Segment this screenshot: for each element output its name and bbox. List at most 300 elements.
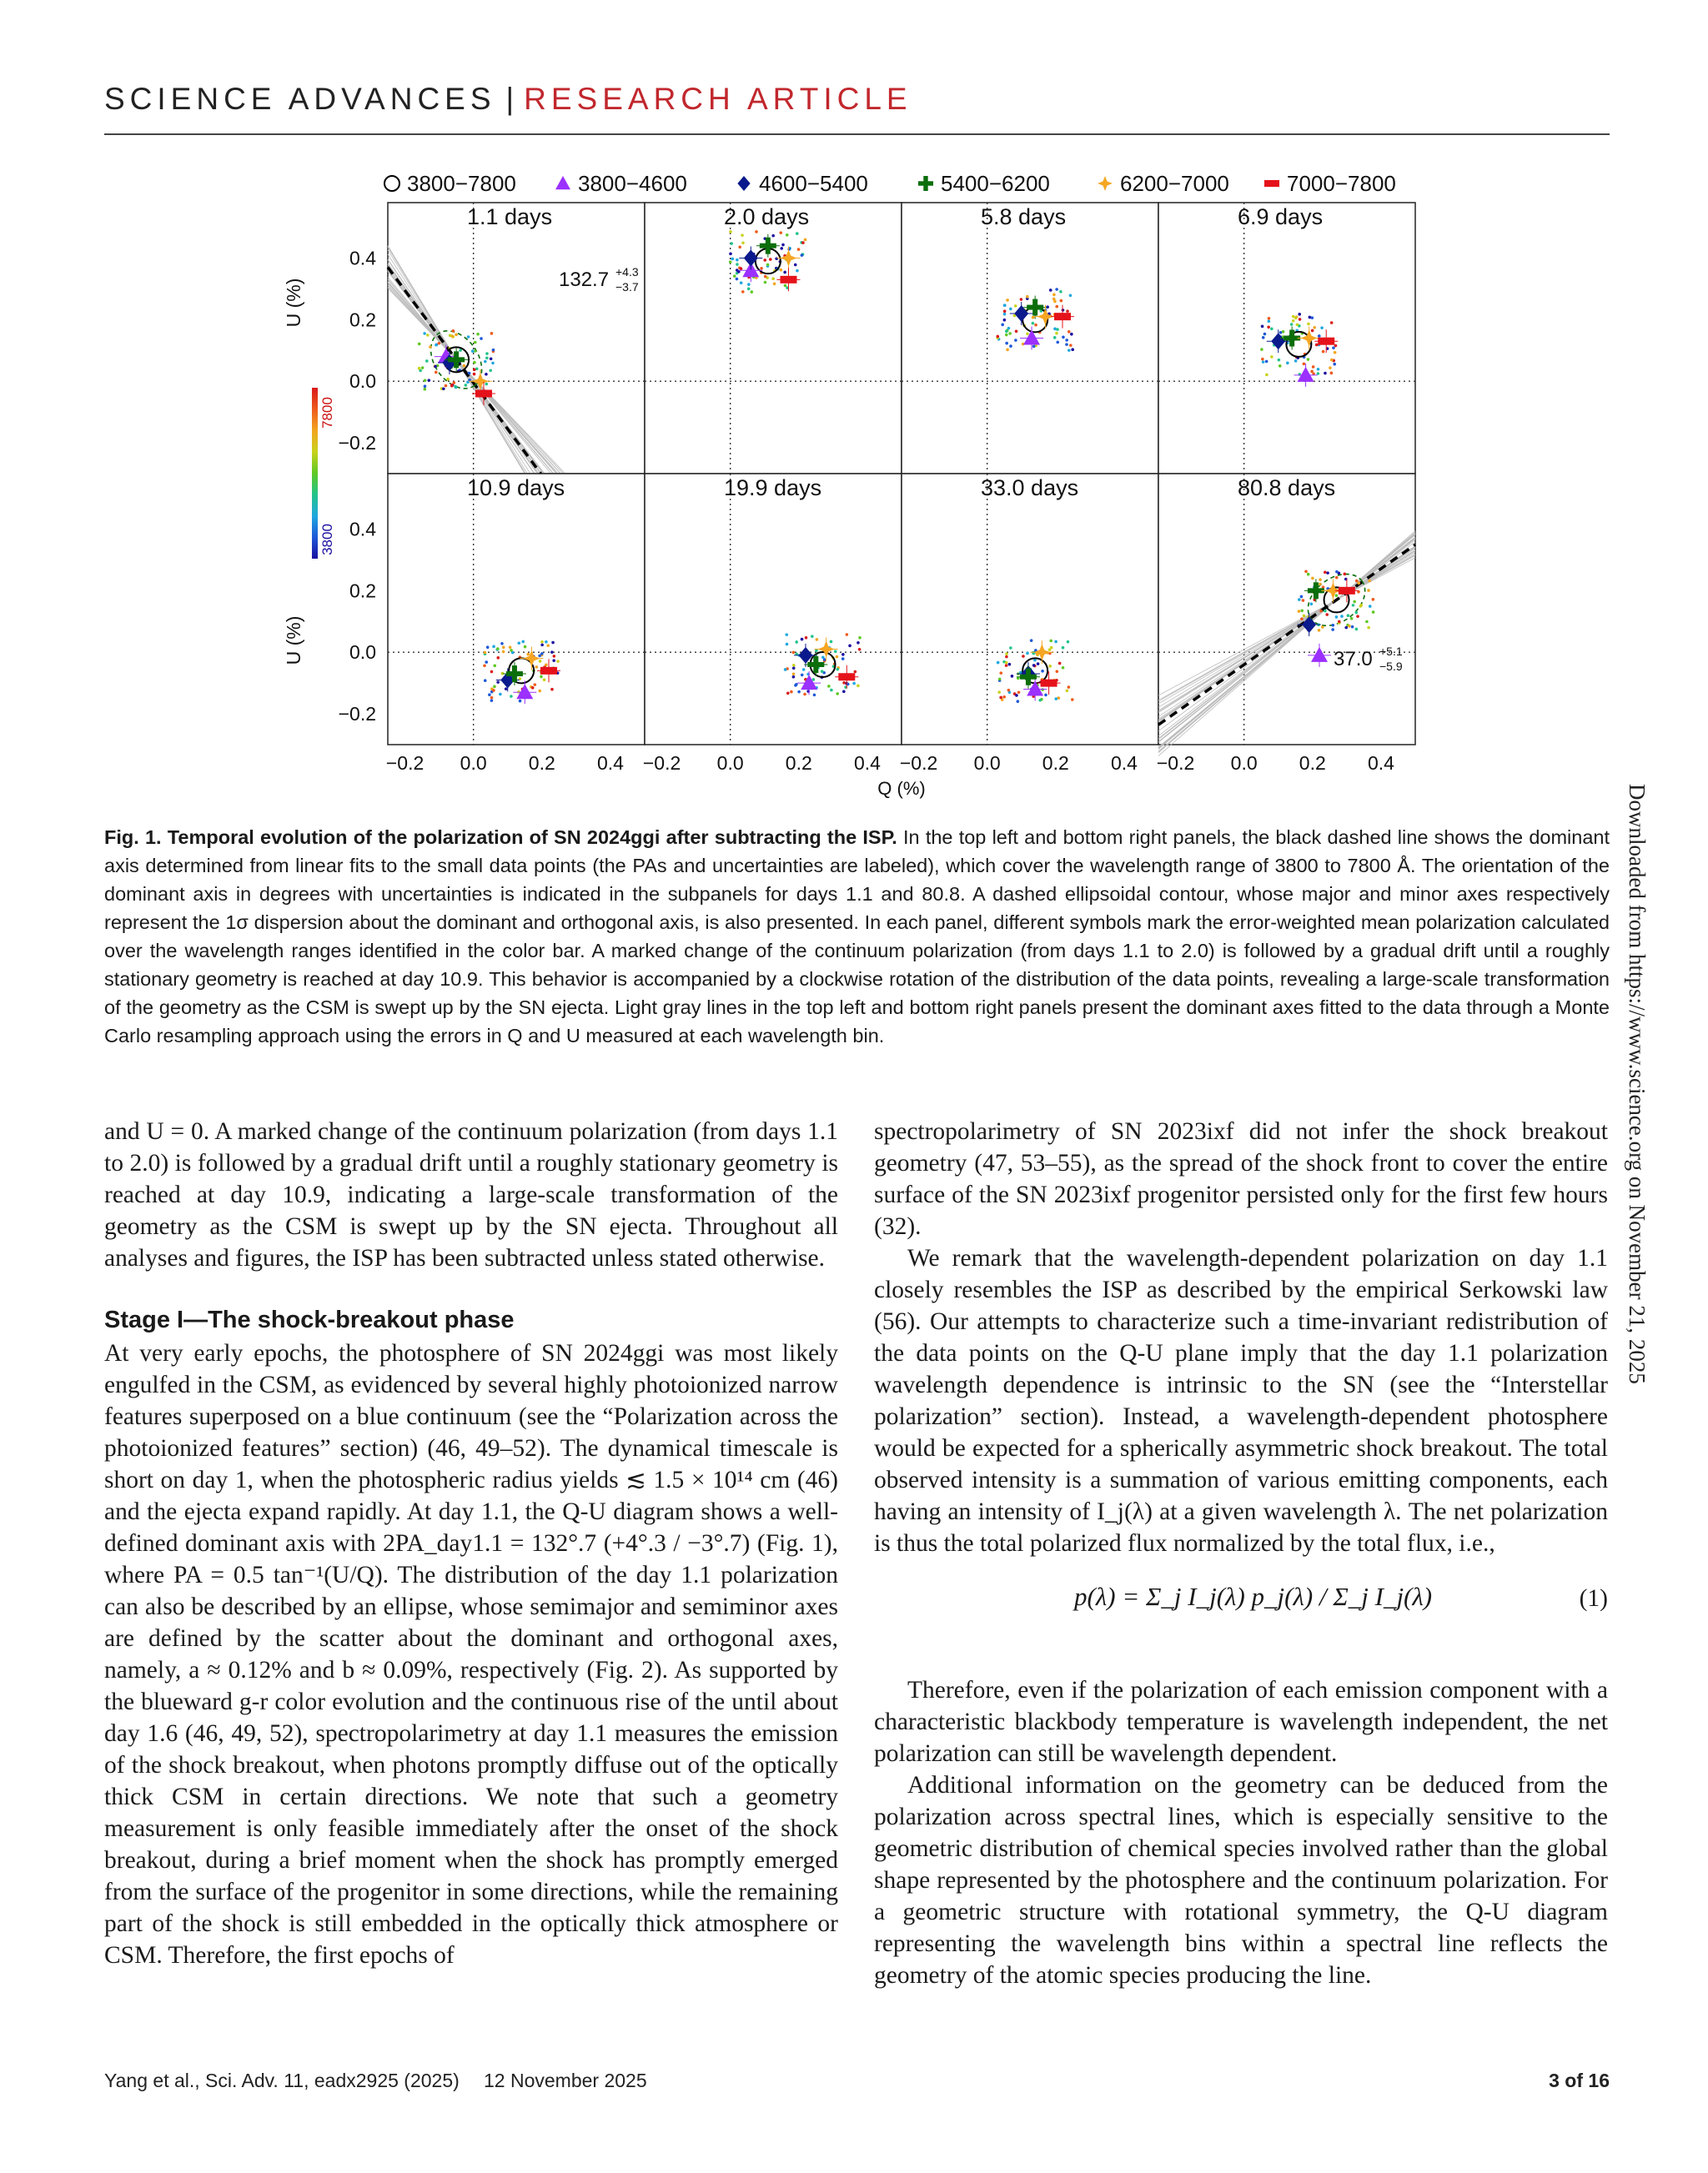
data-point [1344, 573, 1347, 576]
data-point [1009, 308, 1012, 311]
legend-marker [1098, 176, 1113, 191]
data-point [741, 290, 745, 294]
data-point [1026, 652, 1029, 655]
data-point [1332, 346, 1335, 349]
data-point [1335, 576, 1339, 580]
legend-label: 7000−7800 [1287, 171, 1396, 196]
journal-header [104, 82, 1610, 135]
data-point [1344, 626, 1348, 630]
data-point [803, 693, 806, 696]
x-tick-label: 0.0 [973, 752, 1001, 774]
panel-day-label: 33.0 days [981, 475, 1079, 500]
x-tick-label: −0.2 [899, 752, 938, 774]
data-point [1278, 364, 1282, 368]
data-point [792, 666, 796, 670]
data-point [550, 688, 554, 691]
data-point [1005, 334, 1008, 337]
data-point [773, 283, 776, 286]
data-point [1066, 689, 1069, 692]
data-point [1335, 594, 1339, 597]
mean-marker-v [454, 351, 459, 368]
data-point [540, 652, 544, 655]
data-point [454, 385, 457, 389]
data-point [1020, 298, 1023, 301]
data-point [1002, 695, 1006, 699]
data-point [769, 258, 772, 261]
data-point [1319, 610, 1323, 613]
angle-value: 132.7 [559, 268, 610, 291]
mean-marker [1339, 587, 1355, 595]
data-point [490, 696, 494, 700]
data-point [1347, 614, 1350, 617]
data-point [821, 670, 824, 673]
data-point [1066, 309, 1069, 313]
data-point [490, 332, 494, 335]
download-note: Downloaded from https://www.science.org on November 21, 2025 [1625, 784, 1650, 1384]
data-point [1037, 662, 1040, 665]
data-point [786, 643, 789, 646]
data-point [492, 349, 495, 352]
data-point [455, 334, 458, 337]
data-point [841, 657, 845, 660]
data-point [1270, 327, 1273, 330]
data-point [550, 650, 554, 654]
data-point [1299, 318, 1302, 321]
data-point [500, 642, 504, 645]
data-point [1006, 299, 1009, 302]
legend-label: 3800−4600 [578, 171, 687, 196]
data-point [1069, 344, 1073, 347]
data-point [1005, 342, 1008, 345]
data-point [1054, 697, 1057, 700]
data-point [1003, 309, 1007, 313]
data-point [1311, 329, 1314, 333]
data-point [1329, 366, 1332, 369]
data-point [786, 691, 790, 695]
data-point [736, 263, 739, 266]
data-point [1008, 332, 1012, 335]
data-point [1335, 615, 1339, 619]
x-tick-label: −0.2 [1156, 752, 1195, 774]
panel-day-label: 6.9 days [1238, 204, 1324, 229]
data-point [730, 242, 733, 245]
data-point [852, 682, 856, 685]
mean-marker-v [1314, 582, 1319, 599]
data-point [771, 234, 775, 238]
data-point [827, 685, 831, 688]
data-point [733, 274, 736, 278]
data-point [1313, 326, 1316, 329]
panel [1158, 203, 1415, 474]
data-point [485, 356, 489, 359]
data-point [473, 373, 476, 376]
data-point [1279, 331, 1283, 334]
data-point [1296, 323, 1299, 326]
panel [1157, 474, 1415, 774]
data-point [435, 371, 438, 374]
data-point [736, 278, 739, 281]
legend-marker [1264, 180, 1279, 187]
data-point [505, 687, 508, 690]
legend-label: 4600−5400 [759, 171, 868, 196]
angle-upper: +5.1 [1379, 645, 1403, 658]
data-point [490, 670, 494, 674]
data-point [1265, 374, 1268, 377]
data-point [1365, 620, 1369, 624]
data-point [490, 699, 494, 702]
x-tick-label: −0.2 [642, 752, 681, 774]
x-tick-label: −0.2 [385, 752, 424, 774]
data-point [751, 290, 754, 294]
colorbar [312, 388, 318, 559]
data-point [1304, 570, 1308, 573]
paragraph: We remark that the wavelength-dependent polarization on day 1.1 closely resembles the ISP as described by the empirical Serkowski law (56). Our attempts to characterize such a time-invariant redistribution of the data points on the Q-U plane imply that the day 1.1 polarization wavelength dependence is intrinsic to the SN (see the “Interstellar polarization” section). Instead, a wavelength-dependent photosphere would be expected for a spherically asymmetric shock breakout. The total observed intensity is a summation of various emitting components, each having an intensity of I_j(λ) at a given wavelength λ. The net polarization is thus the total polarized flux normalized by the total flux, i.e., [874, 1245, 1608, 1557]
data-point [1053, 300, 1057, 304]
data-point [485, 352, 489, 355]
data-point [1352, 604, 1355, 607]
data-point [492, 645, 495, 649]
data-point [531, 686, 535, 690]
x-tick-label: 0.4 [1367, 752, 1394, 774]
data-point [1265, 360, 1268, 364]
data-point [471, 349, 475, 353]
data-point [424, 379, 427, 382]
panel-frame [388, 203, 645, 474]
data-point [1017, 691, 1021, 695]
data-point [763, 258, 766, 262]
data-point [1317, 368, 1320, 371]
x-tick-label: 0.0 [716, 752, 744, 774]
data-point [445, 384, 448, 388]
page-footer [104, 2070, 1610, 2098]
data-point [1015, 694, 1018, 697]
data-point [526, 653, 530, 656]
data-point [1071, 698, 1074, 701]
data-point [1292, 319, 1295, 323]
data-point [540, 644, 544, 647]
data-point [488, 693, 491, 696]
journal-name: SCIENCE ADVANCES [104, 82, 496, 116]
data-point [764, 281, 767, 284]
data-point [463, 364, 466, 368]
data-point [741, 242, 745, 245]
data-point [468, 372, 471, 375]
data-point [791, 651, 795, 655]
data-point [1263, 333, 1267, 336]
legend-marker [555, 176, 570, 189]
data-point [1068, 349, 1071, 352]
data-point [1007, 327, 1011, 330]
panel [339, 474, 645, 774]
y-tick-label: 0.2 [349, 580, 376, 602]
x-tick-label: 0.4 [853, 752, 881, 774]
figure-caption [104, 823, 1610, 1050]
data-point [1054, 640, 1057, 644]
x-tick-label: 0.2 [1042, 752, 1069, 774]
panel-frame [902, 474, 1158, 745]
data-point [524, 645, 527, 649]
data-point [804, 238, 807, 242]
data-point [493, 665, 496, 668]
data-point [1262, 336, 1265, 339]
data-point [1348, 625, 1351, 628]
data-point [1260, 348, 1263, 351]
data-point [485, 660, 488, 664]
data-point [1334, 344, 1338, 348]
data-point [421, 366, 424, 369]
data-point [802, 668, 806, 671]
data-point [519, 700, 522, 703]
panel-day-label: 2.0 days [724, 204, 810, 229]
data-point [805, 636, 808, 640]
data-point [423, 332, 426, 335]
data-point [780, 247, 783, 250]
data-point [760, 267, 763, 270]
mean-marker [838, 673, 855, 680]
data-point [823, 658, 826, 661]
panel [643, 474, 902, 774]
data-point [811, 635, 814, 638]
data-point [846, 633, 849, 636]
data-point [521, 640, 525, 644]
data-point [857, 685, 860, 688]
article-type: RESEARCH ARTICLE [524, 82, 912, 116]
data-point [1005, 330, 1008, 334]
data-point [1298, 313, 1301, 316]
data-point [552, 659, 555, 662]
data-point [1022, 655, 1025, 658]
data-point [1353, 600, 1356, 604]
data-point [496, 647, 500, 650]
data-point [489, 369, 492, 372]
data-point [499, 693, 502, 696]
data-point [857, 641, 860, 645]
data-point [539, 660, 542, 663]
data-point [540, 640, 544, 644]
data-point [801, 674, 804, 677]
paragraph: At very early epochs, the photosphere of SN 2024ggi was most likely engulfed in the CSM, as evidenced by several highly photoionized narrow features superposed on a blue continuum (see the “Polarization across the photoionized features” section) (46, 49–52). The dynamical timescale is short on day 1, when the photospheric radius yields ≲ 1.5 × 10¹⁴ cm (46) and the ejecta expand rapidly. At day 1.1, the Q-U diagram shows a well-defined dominant axis with 2PA_day1.1 = 132°.7 (+4°.3 / −3°.7) (Fig. 1), where PA = 0.5 tan⁻¹(U/Q). The distribution of the day 1.1 polarization can also be described by an ellipse, whose semimajor and semiminor axes are defined by the scatter about the dominant and orthogonal axes, namely, a ≈ 0.12% and b ≈ 0.09%, respectively (Fig. 2). As supported by the blueward g-r color evolution and the continuous rise of the until about day 1.6 (46, 49, 52), spectropolarimetry at day 1.1 measures the emission of the shock breakout, when photons promptly diffuse out of the optically thick CSM in certain directions. We note that such a geometry measurement is only feasible immediately after the onset of the shock breakout, during a brief moment when the shock has promptly emerged from the surface of the progenitor in some directions, while the remaining part of the shock is still embedded in the optically thick atmosphere or CSM. Therefore, the first epochs of [104, 1340, 838, 1969]
data-point [1330, 359, 1334, 362]
data-point [781, 243, 785, 247]
data-point [836, 668, 839, 671]
data-point [834, 650, 837, 653]
legend-marker-v [923, 176, 927, 191]
data-point [1053, 328, 1057, 331]
data-point [1294, 359, 1298, 363]
x-tick-label: 0.2 [785, 752, 812, 774]
data-point [1356, 615, 1359, 618]
data-point [1026, 295, 1029, 299]
y-axis-title: U (%) [284, 615, 304, 665]
data-point [1300, 610, 1304, 613]
data-point [1355, 580, 1359, 583]
data-point [1003, 319, 1007, 322]
angle-lower: −3.7 [615, 280, 639, 294]
data-point [1049, 640, 1052, 643]
data-point [459, 349, 462, 352]
data-point [790, 690, 793, 694]
x-tick-label: 0.0 [460, 752, 487, 774]
data-point [1310, 602, 1314, 605]
data-point [429, 345, 432, 349]
legend-marker [737, 176, 750, 191]
data-point [480, 337, 483, 340]
data-point [1261, 325, 1264, 329]
y-axis-title: U (%) [284, 278, 304, 328]
data-point [1062, 646, 1065, 650]
data-point [771, 277, 775, 280]
data-point [1372, 598, 1375, 601]
data-point [1044, 694, 1047, 697]
data-point [465, 384, 468, 387]
mean-marker [1041, 680, 1057, 687]
data-point [467, 335, 470, 339]
data-point [535, 665, 539, 669]
data-point [1318, 334, 1321, 338]
data-point [1052, 294, 1056, 297]
data-point [729, 230, 732, 233]
data-point [1298, 610, 1301, 613]
data-point [493, 685, 496, 689]
panel-frame [388, 474, 645, 745]
data-point [1058, 662, 1062, 665]
data-point [485, 383, 488, 386]
panel [645, 203, 902, 474]
data-point [999, 696, 1002, 700]
data-point [787, 248, 791, 251]
data-point [1321, 625, 1324, 629]
data-point [998, 678, 1002, 681]
x-axis-title: Q (%) [877, 778, 926, 799]
data-point [858, 636, 862, 640]
data-point [538, 690, 541, 693]
data-point [1026, 332, 1029, 335]
data-point [452, 329, 455, 333]
data-point [1372, 610, 1375, 614]
data-point [473, 369, 476, 372]
data-point [442, 387, 445, 390]
footer-date: 12 November 2025 [484, 2070, 647, 2091]
data-point [510, 695, 513, 698]
x-tick-label: 0.2 [528, 752, 555, 774]
data-point [492, 689, 495, 692]
data-point [792, 675, 796, 679]
data-point [836, 692, 839, 695]
data-point [997, 690, 1001, 694]
header-separator: | [505, 82, 515, 116]
data-point [1311, 316, 1314, 319]
x-tick-label: 0.2 [1299, 752, 1326, 774]
paragraph: Additional information on the geometry can be deduced from the polarization across spectral lines, which is especially sensitive to the geometric distribution of chemical species involved rather than the global shape represented by the photosphere and the continuum polarization. For a geometric structure with rotational symmetry, the Q-U diagram representing the wavelength bins within a spectral line reflects the geometry of the atomic species producing the line. [874, 1772, 1608, 1989]
data-point [731, 258, 734, 261]
data-point [792, 672, 796, 675]
data-point [780, 268, 783, 272]
data-point [1319, 578, 1322, 581]
data-point [1055, 288, 1058, 291]
data-point [1041, 688, 1044, 691]
data-point [801, 638, 804, 641]
data-point [997, 661, 1000, 665]
data-point [435, 344, 438, 347]
data-point [813, 694, 816, 697]
legend-marker [384, 176, 399, 191]
data-point [426, 334, 430, 337]
data-point [551, 641, 555, 645]
data-point [484, 360, 487, 364]
data-point [1333, 363, 1336, 366]
data-point [1034, 324, 1037, 327]
data-point [1009, 646, 1012, 650]
legend-marker [918, 176, 933, 191]
data-point [1003, 304, 1007, 307]
data-point [1059, 290, 1062, 294]
data-point [1355, 628, 1359, 631]
data-point [1312, 365, 1315, 369]
data-point [1303, 362, 1306, 365]
data-point [1324, 571, 1327, 575]
data-point [1320, 326, 1324, 329]
data-point [794, 263, 797, 267]
data-point [795, 640, 798, 644]
data-point [797, 690, 801, 694]
data-point [1351, 625, 1354, 629]
data-point [1330, 372, 1334, 375]
data-point [1282, 330, 1285, 334]
data-point [1065, 339, 1068, 342]
data-point [775, 257, 778, 260]
data-point [1011, 675, 1014, 678]
data-point [424, 388, 427, 391]
data-point [496, 656, 500, 660]
data-point [1307, 573, 1310, 576]
data-point [1357, 582, 1360, 585]
data-point [517, 641, 520, 645]
right-column [874, 1116, 1608, 1991]
data-point [740, 267, 743, 270]
data-point [1065, 343, 1068, 346]
data-point [490, 357, 493, 360]
data-point [1369, 605, 1372, 608]
data-point [1300, 617, 1304, 620]
data-point [428, 379, 431, 382]
data-point [1050, 646, 1053, 650]
equation-number: (1) [1579, 1585, 1608, 1612]
data-point [434, 365, 437, 369]
data-point [1014, 339, 1017, 342]
section-heading: Stage I—The shock-breakout phase [104, 1307, 515, 1333]
data-point [502, 645, 505, 649]
data-point [1056, 328, 1059, 331]
data-point [1041, 670, 1044, 673]
data-point [543, 678, 546, 681]
data-point [1032, 664, 1036, 667]
mean-marker [1054, 313, 1071, 320]
data-point [476, 333, 480, 336]
data-point [540, 675, 543, 679]
data-point [1032, 345, 1036, 349]
mean-marker-v [1289, 330, 1294, 347]
mean-marker-v [1032, 299, 1037, 316]
x-tick-label: 0.0 [1230, 752, 1258, 774]
data-point [764, 275, 767, 279]
data-point [1307, 323, 1310, 326]
data-point [1056, 341, 1059, 344]
data-point [1367, 626, 1370, 630]
data-point [1307, 358, 1310, 361]
mean-marker-v [512, 665, 517, 682]
data-point [1290, 323, 1294, 326]
data-point [1070, 333, 1073, 336]
